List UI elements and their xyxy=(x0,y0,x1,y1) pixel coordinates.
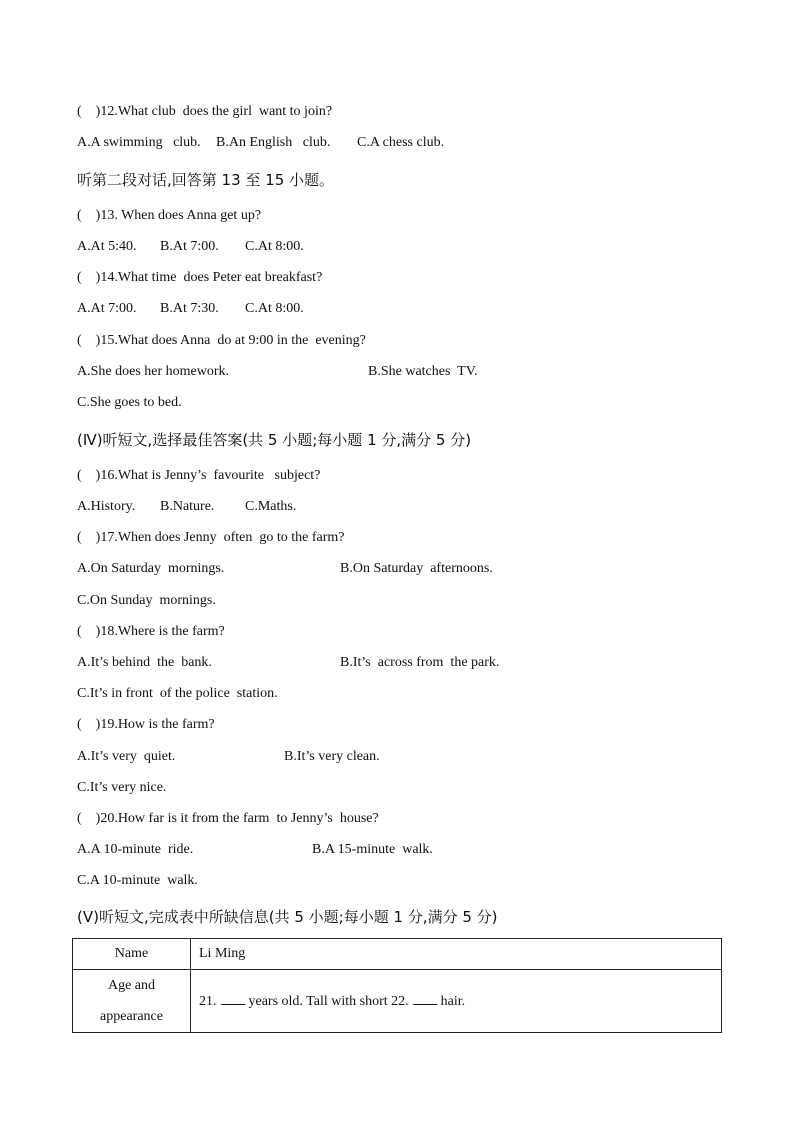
q12-option-c: C.A chess club. xyxy=(357,135,445,150)
section-dialogue-2-heading: 听第二段对话,回答第 13 至 15 小题。 xyxy=(77,171,335,189)
info-table xyxy=(72,938,722,1033)
q13-option-b: B.At 7:00. xyxy=(160,239,219,254)
table-row xyxy=(73,970,722,1033)
q19-option-a: A.It’s very quiet. xyxy=(77,749,176,764)
q19-option-c: C.It’s very nice. xyxy=(77,780,167,795)
age-value-middle: years old. Tall with short 22. xyxy=(248,994,409,1009)
question-15-stem: ( )15.What does Anna do at 9:00 in the evening? xyxy=(77,333,366,348)
name-label: Name xyxy=(114,946,149,961)
name-value: Li Ming xyxy=(199,946,246,961)
question-20-stem: ( )20.How far is it from the farm to Jenny’s house? xyxy=(77,811,379,826)
q15-option-b: B.She watches TV. xyxy=(368,364,478,379)
q14-option-a: A.At 7:00. xyxy=(77,301,137,316)
question-16-stem: ( )16.What is Jenny’s favourite subject? xyxy=(77,468,321,483)
age-label-cell xyxy=(73,970,191,1033)
age-value-end: hair. xyxy=(440,994,466,1009)
q17-option-c: C.On Sunday mornings. xyxy=(77,593,216,608)
q20-option-c: C.A 10-minute walk. xyxy=(77,873,198,888)
q20-option-b: B.A 15-minute walk. xyxy=(312,842,433,857)
section-iv-heading: (Ⅳ)听短文,选择最佳答案(共 5 小题;每小题 1 分,满分 5 分) xyxy=(77,431,472,449)
table-row xyxy=(73,939,722,970)
question-17-stem: ( )17.When does Jenny often go to the farm? xyxy=(77,530,345,545)
name-label-cell xyxy=(73,939,191,970)
q15-option-c: C.She goes to bed. xyxy=(77,395,182,410)
section-v-heading: (Ⅴ)听短文,完成表中所缺信息(共 5 小题;每小题 1 分,满分 5 分) xyxy=(77,908,498,926)
q17-option-a: A.On Saturday mornings. xyxy=(77,561,225,576)
q17-option-b: B.On Saturday afternoons. xyxy=(340,561,493,576)
age-value-cell xyxy=(191,970,722,1033)
q13-option-c: C.At 8:00. xyxy=(245,239,304,254)
q14-option-b: B.At 7:30. xyxy=(160,301,219,316)
q13-option-a: A.At 5:40. xyxy=(77,239,137,254)
name-value-cell xyxy=(191,939,722,970)
q18-option-c: C.It’s in front of the police station. xyxy=(77,686,278,701)
question-14-stem: ( )14.What time does Peter eat breakfast? xyxy=(77,270,323,285)
q14-option-c: C.At 8:00. xyxy=(245,301,304,316)
answer-blank-21[interactable] xyxy=(221,992,245,1005)
age-label-line-2: appearance xyxy=(100,1009,163,1024)
q20-option-a: A.A 10-minute ride. xyxy=(77,842,194,857)
question-13-stem: ( )13. When does Anna get up? xyxy=(77,208,262,223)
q18-option-a: A.It’s behind the bank. xyxy=(77,655,212,670)
blank-21-number: 21. xyxy=(199,994,217,1009)
question-18-stem: ( )18.Where is the farm? xyxy=(77,624,225,639)
q12-option-a: A.A swimming club. xyxy=(77,135,201,150)
q16-option-c: C.Maths. xyxy=(245,499,297,514)
answer-blank-22[interactable] xyxy=(413,992,437,1005)
q16-option-a: A.History. xyxy=(77,499,136,514)
q18-option-b: B.It’s across from the park. xyxy=(340,655,500,670)
q16-option-b: B.Nature. xyxy=(160,499,215,514)
q15-option-a: A.She does her homework. xyxy=(77,364,230,379)
question-19-stem: ( )19.How is the farm? xyxy=(77,717,215,732)
q19-option-b: B.It’s very clean. xyxy=(284,749,380,764)
age-label-line-1: Age and xyxy=(107,978,156,993)
question-12-stem: ( )12.What club does the girl want to join? xyxy=(77,104,333,119)
q12-option-b: B.An English club. xyxy=(216,135,331,150)
